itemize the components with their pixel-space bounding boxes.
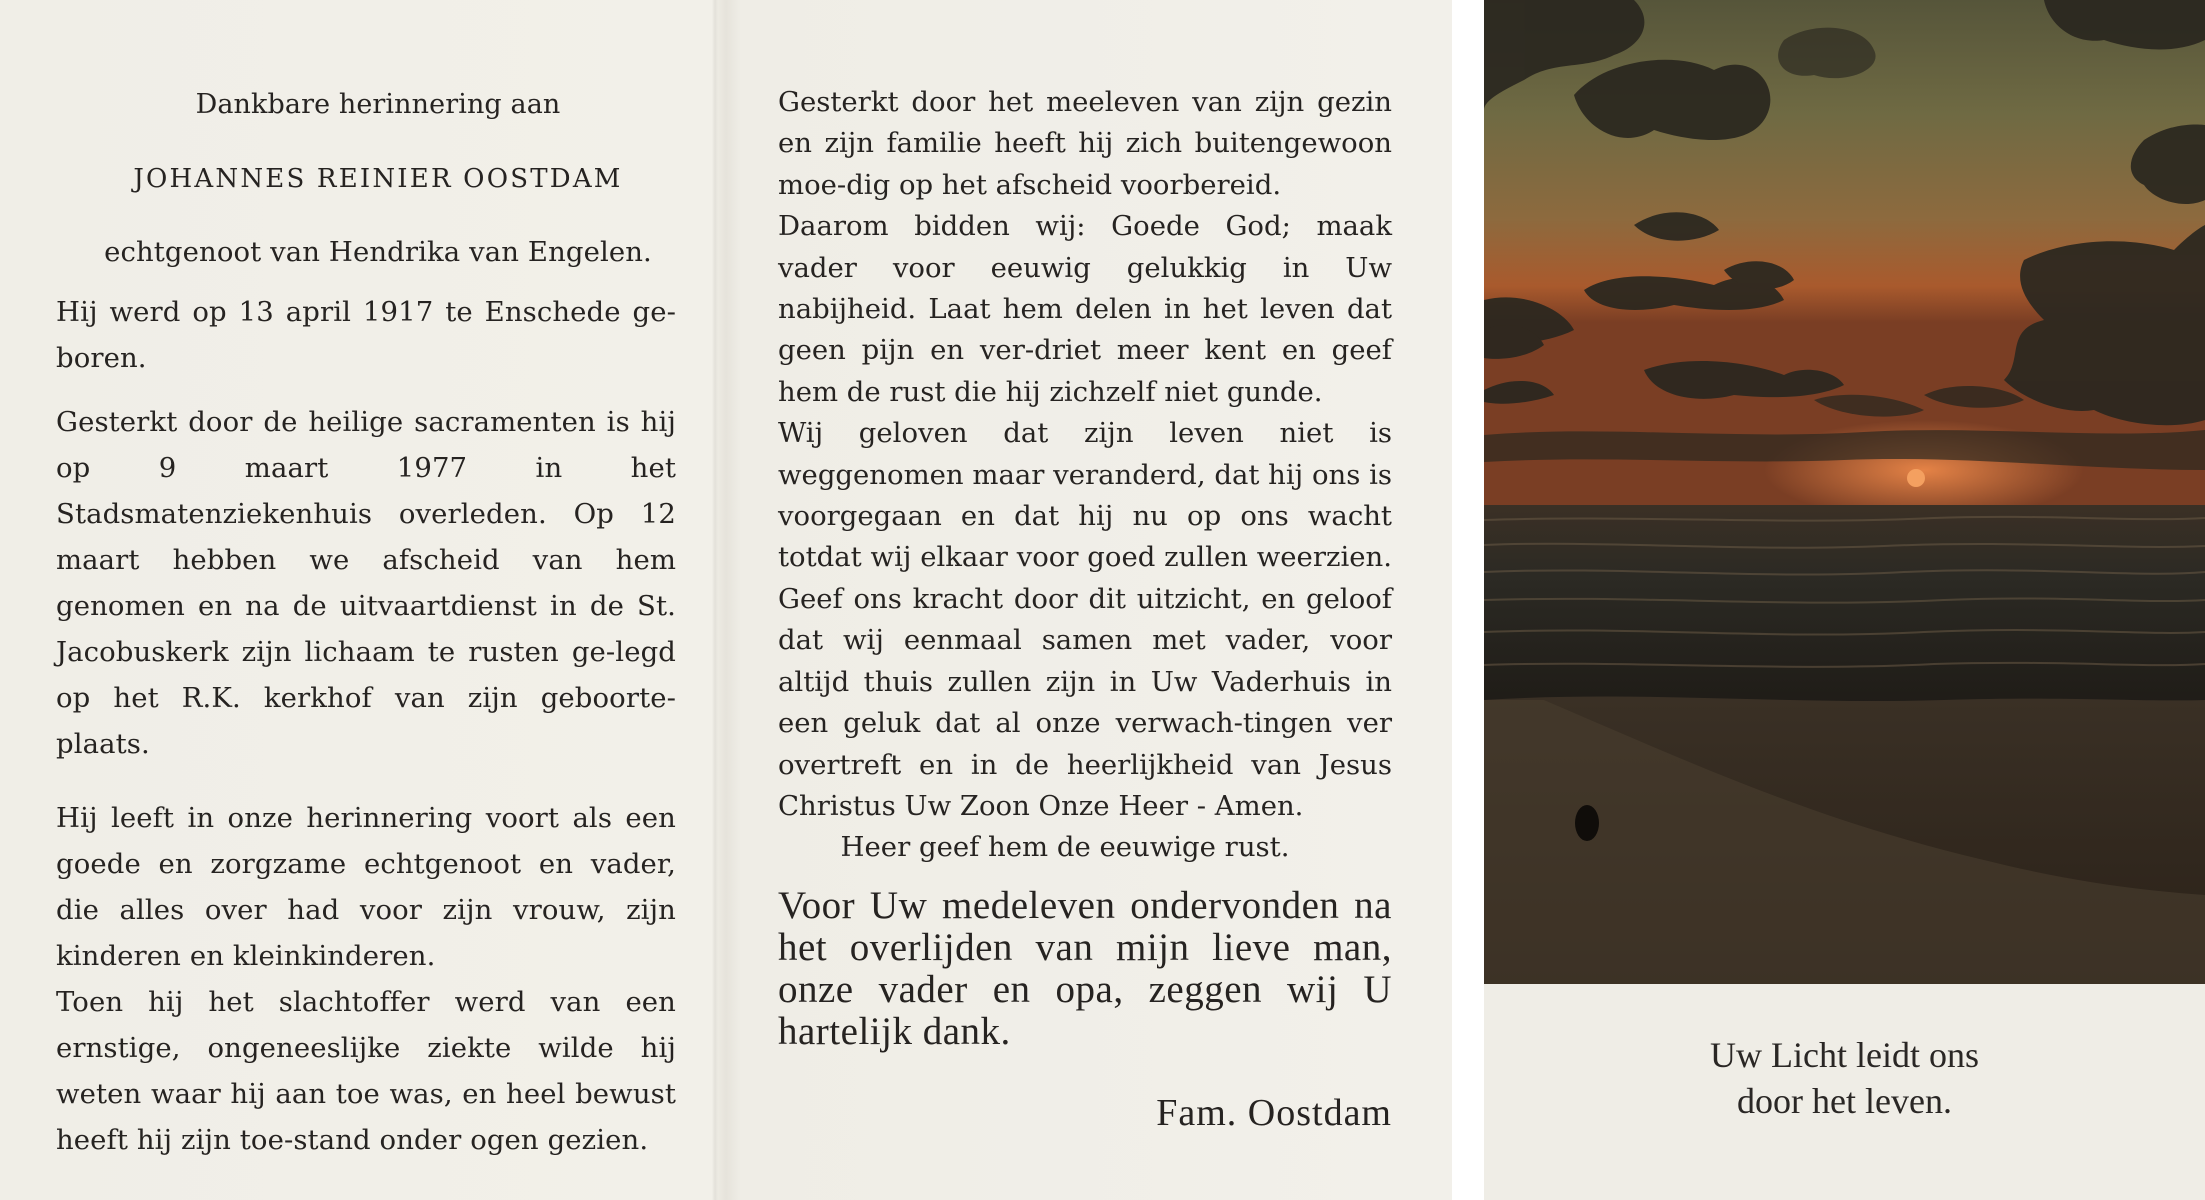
left-text-panel	[56, 82, 676, 1163]
birth-paragraph: Hij werd op 13 april 1917 te Enschede ge-boren.	[56, 296, 676, 374]
prayer-paragraph: Daarom bidden wij: Goede God; maak vader voor eeuwig gelukkig in Uw nabijheid. Laat hem delen in het leven dat geen pijn en ver-driet meer kent en geef hem de rust die hij zichzelf niet gunde.	[778, 210, 1392, 408]
thanks-paragraph: Voor Uw medeleven ondervonden na het overlijden van mijn lieve man, onze vader en opa, zeggen wij U hartelijk dank.	[778, 883, 1392, 1053]
belief-paragraph: Wij geloven dat zijn leven niet is weggenomen maar veranderd, dat hij ons is voorgegaan en dat hij nu op ons wacht totdat wij elkaar voor goed zullen weerzien. Geef ons kracht door dit uitzicht, en geloof dat wij eenmaal samen met vader, voor altijd thuis zullen zijn in Uw Vaderhuis in een geluk dat al onze verwach-tingen ver overtreft en in de heerlijkheid van Jesus Christus Uw Zoon Onze Heer - Amen.	[778, 417, 1392, 822]
deceased-name: JOHANNES REINIER OOSTDAM	[133, 164, 623, 194]
sunset-sea-photo	[1484, 0, 2205, 984]
dedication-heading: Dankbare herinnering aan	[195, 89, 561, 120]
rest-prayer-line: Heer geef hem de eeuwige rust.	[840, 831, 1290, 864]
spouse-line: echtgenoot van Hendrika van Engelen.	[104, 236, 652, 268]
middle-text-panel	[778, 82, 1392, 1134]
caption-line-2: door het leven.	[1737, 1081, 1952, 1121]
caption-line-1: Uw Licht leidt ons	[1710, 1035, 1979, 1075]
card-fold-line	[712, 0, 718, 1200]
family-signoff: Fam. Oostdam	[1156, 1091, 1392, 1134]
front-caption	[1484, 1032, 2205, 1124]
memory-paragraph: Hij leeft in onze herinnering voort als een goede en zorgzame echtgenoot en vader, die alles over had voor zijn vrouw, zijn kinderen en kleinkinderen.	[56, 802, 676, 972]
memorial-card-front	[1484, 0, 2205, 1200]
support-paragraph: Gesterkt door het meeleven van zijn gezin en zijn familie heeft hij zich buitengewoon moe-dig op het afscheid voorbereid.	[778, 86, 1392, 201]
illness-paragraph: Toen hij het slachtoffer werd van een ernstige, ongeneeslijke ziekte wilde hij weten waar hij aan toe was, en heel bewust heeft hij zijn toe-stand onder ogen gezien.	[56, 986, 676, 1156]
death-paragraph: Gesterkt door de heilige sacramenten is hij op 9 maart 1977 in het Stadsmatenziekenhuis overleden. Op 12 maart hebben we afscheid van hem genomen en na de uitvaartdienst in de St. Jacobuskerk zijn lichaam te rusten ge-legd op het R.K. kerkhof van zijn geboorte-plaats.	[56, 406, 676, 760]
